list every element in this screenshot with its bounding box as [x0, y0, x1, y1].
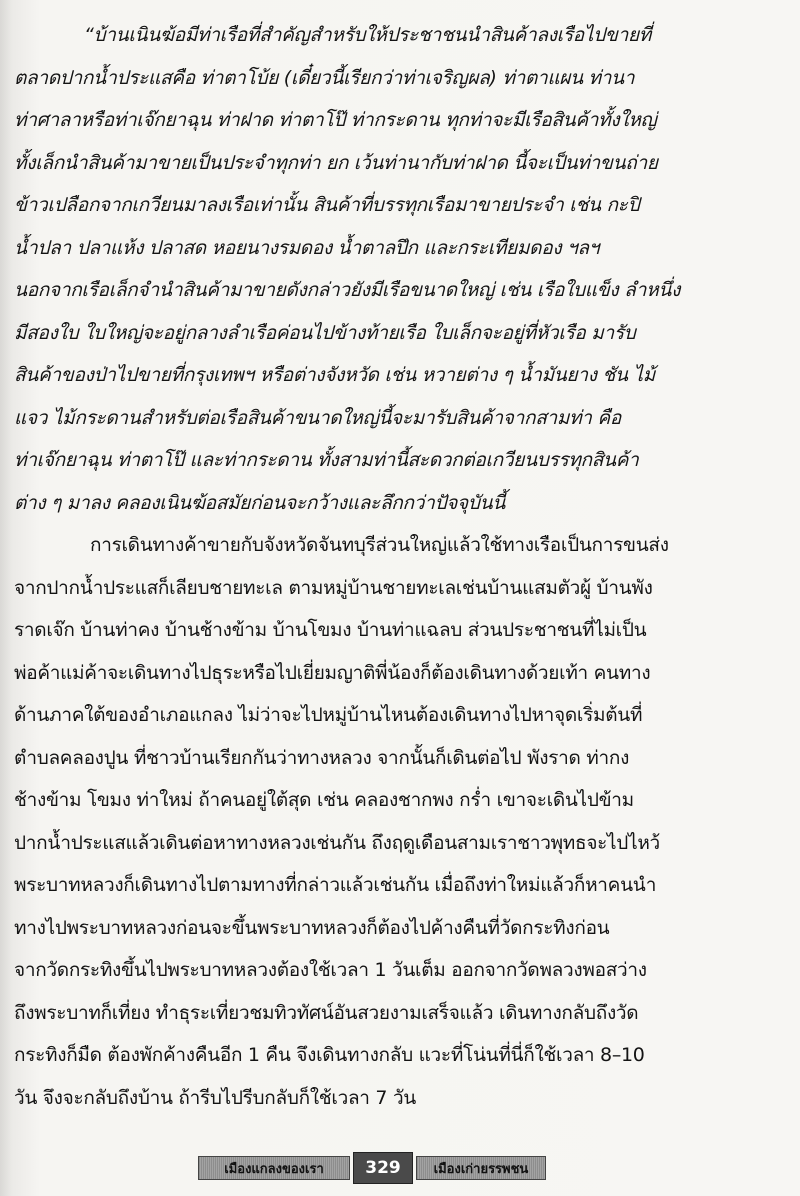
paragraph-line: พ่อค้าแม่ค้าจะเดินทางไปธุระหรือไปเยี่ยมญาติพี่น้องก็ต้องเดินทางด้วยเท้า คนทาง — [14, 661, 651, 684]
footer-section-title: เมืองเก่ายรรพชน — [416, 1156, 546, 1180]
quote-line: ตลาดปากน้ำประแสคือ ท่าตาโบ้ย (เดี๋ยวนี้เรียกว่าท่าเจริญผล) ท่าตาแผน ท่านา — [14, 66, 635, 89]
body-text — [14, 14, 784, 1119]
paragraph-line: วัน จึงจะกลับถึงบ้าน ถ้ารีบไปรีบกลับก็ใช้เวลา 7 วัน — [14, 1086, 416, 1109]
quote-line: ท่าศาลาหรือท่าเจ๊กยาฉุน ท่าฝาด ท่าตาโป๊ ท่ากระดาน ทุกท่าจะมีเรือสินค้าทั้งใหญ่ — [14, 109, 657, 131]
quote-line: ต่าง ๆ มาลง คลองเนินฆ้อสมัยก่อนจะกว้างและลึกกว่าปัจจุบันนี้ — [14, 491, 506, 514]
paragraph-line: กระทิงก็มืด ต้องพักค้างคืนอีก 1 คืน จึงเดินทางกลับ แวะที่โน่นที่นี่ก็ใช้เวลา 8–10 — [14, 1044, 645, 1066]
paragraph-line: ด้านภาคใต้ของอำเภอแกลง ไม่ว่าจะไปหมู่บ้านไหนต้องเดินทางไปหาจุดเริ่มต้นที่ — [14, 704, 643, 726]
paragraph-line: จากปากน้ำประแสก็เลียบชายทะเล ตามหมู่บ้านชายทะเลเช่นบ้านแสมตัวผู้ บ้านพัง — [14, 576, 653, 599]
quote-line: น้ำปลา ปลาแห้ง ปลาสด หอยนางรมดอง น้ำตาลปึก และกระเทียมดอง ฯลฯ — [14, 236, 600, 259]
paragraph-line: จากวัดกระทิงขึ้นไปพระบาทหลวงต้องใช้เวลา 1 วันเต็ม ออกจากวัดพลวงพอสว่าง — [14, 959, 647, 981]
quote-line: นอกจากเรือเล็กจำนำสินค้ามาขายดังกล่าวยังมีเรือขนาดใหญ่ เช่น เรือใบแข็ง ลำหนึ่ง — [14, 279, 681, 301]
quote-line: สินค้าของป่าไปขายที่กรุงเทพฯ หรือต่างจังหวัด เช่น หวายต่าง ๆ น้ำมันยาง ชัน ไม้ — [14, 364, 655, 386]
paragraph-line: พระบาทหลวงก็เดินทางไปตามทางที่กล่าวแล้วเช่นกัน เมื่อถึงท่าใหม่แล้วก็หาคนนำ — [14, 874, 657, 896]
paragraph-line: ปากน้ำประแสแล้วเดินต่อหาทางหลวงเช่นกัน ถึงฤดูเดือนสามเราชาวพุทธจะไปไหว้ — [14, 831, 660, 854]
paragraph-line: ถึงพระบาทก็เที่ยง ทำธุระเที่ยวชมทิวทัศน์อันสวยงามเสร็จแล้ว เดินทางกลับถึงวัด — [14, 1001, 639, 1024]
quote-line: “บ้านเนินฆ้อมีท่าเรือที่สำคัญสำหรับให้ประชาชนนำสินค้าลงเรือไปขายที่ — [84, 24, 652, 46]
paragraph-line: ทางไปพระบาทหลวงก่อนจะขึ้นพระบาทหลวงก็ต้องไปค้างคืนที่วัดกระทิงก่อน — [14, 916, 610, 939]
paragraph-line: ตำบลคลองปูน ที่ชาวบ้านเรียกกันว่าทางหลวง จากนั้นก็เดินต่อไป พังราด ท่ากง — [14, 746, 630, 769]
paragraph-line: การเดินทางค้าขายกับจังหวัดจันทบุรีส่วนใหญ่แล้วใช้ทางเรือเป็นการขนส่ง — [90, 534, 669, 556]
page-footer — [198, 1153, 546, 1183]
quote-line: แจว ไม้กระดานสำหรับต่อเรือสินค้าขนาดใหญ่นี้จะมารับสินค้าจากสามท่า คือ — [14, 406, 621, 429]
quote-line: มีสองใบ ใบใหญ่จะอยู่กลางลำเรือค่อนไปข้างท้ายเรือ ใบเล็กจะอยู่ที่หัวเรือ มารับ — [14, 321, 636, 344]
quote-line: ทั้งเล็กนำสินค้ามาขายเป็นประจำทุกท่า ยก เว้นท่านากับท่าฝาด นี้จะเป็นท่าขนถ่าย — [14, 151, 658, 174]
quote-line: ข้าวเปลือกจากเกวียนมาลงเรือเท่านั้น สินค้าที่บรรทุกเรือมาขายประจำ เช่น กะปิ — [14, 194, 640, 216]
quote-line: ท่าเจ๊กยาฉุน ท่าตาโป๊ และท่ากระดาน ทั้งสามท่านี้สะดวกต่อเกวียนบรรทุกสินค้า — [14, 449, 639, 471]
paragraph-line: ราดเจ๊ก บ้านท่าคง บ้านช้างข้าม บ้านโขมง บ้านท่าแฉลบ ส่วนประชาชนที่ไม่เป็น — [14, 619, 647, 641]
page-number: 329 — [353, 1152, 413, 1184]
footer-book-title: เมืองแกลงของเรา — [198, 1156, 350, 1180]
paragraph-line: ช้างข้าม โขมง ท่าใหม่ ถ้าคนอยู่ใต้สุด เช่น คลองชากพง กร่ำ เขาจะเดินไปข้าม — [14, 789, 634, 811]
